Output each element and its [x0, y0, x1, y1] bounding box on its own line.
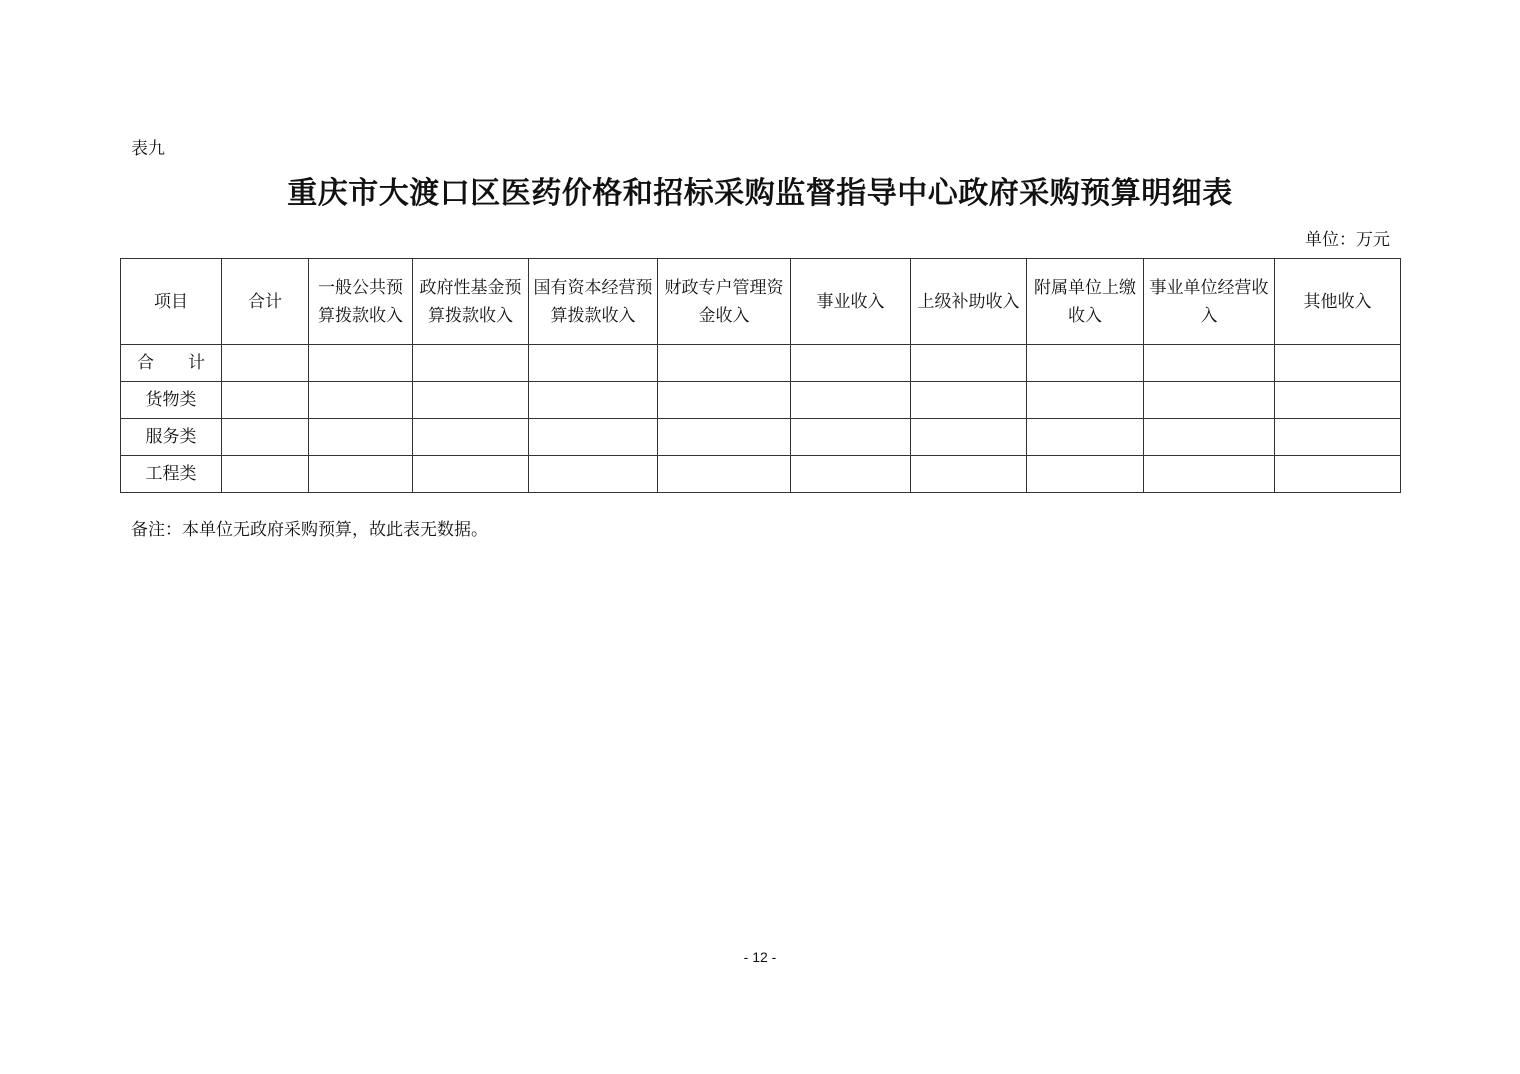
table-cell: [1275, 382, 1401, 419]
table-cell: [658, 382, 791, 419]
row-label: 货物类: [121, 382, 222, 419]
header-other-income: 其他收入: [1275, 259, 1401, 345]
table-cell: [911, 345, 1027, 382]
table-cell: [658, 456, 791, 493]
table-cell: [1027, 419, 1144, 456]
page-title: 重庆市大渡口区医药价格和招标采购监督指导中心政府采购预算明细表: [287, 176, 1233, 211]
table-cell: [222, 345, 309, 382]
table-row-services: [121, 419, 1401, 456]
header-total: 合计: [222, 259, 309, 345]
table-cell: [658, 345, 791, 382]
header-state-capital-budget: 国有资本经营预算拨款收入: [529, 259, 658, 345]
row-label: 工程类: [121, 456, 222, 493]
table-cell: [911, 456, 1027, 493]
table-cell: [911, 419, 1027, 456]
page-number: - 12 -: [743, 949, 777, 965]
table-cell: [1144, 345, 1275, 382]
table-cell: [1275, 419, 1401, 456]
table-cell: [791, 419, 911, 456]
table-cell: [309, 345, 413, 382]
header-business-income: 事业收入: [791, 259, 911, 345]
table-row-total: [121, 345, 1401, 382]
header-item: 项目: [121, 259, 222, 345]
table-cell: [309, 456, 413, 493]
table-cell: [413, 419, 529, 456]
table-cell: [222, 419, 309, 456]
row-label: 服务类: [121, 419, 222, 456]
row-label: 合 计: [121, 345, 222, 382]
table-cell: [1027, 456, 1144, 493]
header-general-public-budget: 一般公共预算拨款收入: [309, 259, 413, 345]
table-cell: [1027, 382, 1144, 419]
table-cell: [1275, 345, 1401, 382]
remark-note: 备注：本单位无政府采购预算，故此表无数据。: [131, 520, 488, 540]
table-number: 表九: [131, 139, 165, 159]
table-cell: [1144, 382, 1275, 419]
header-government-fund-budget: 政府性基金预算拨款收入: [413, 259, 529, 345]
table-cell: [529, 456, 658, 493]
header-institution-operating-income: 事业单位经营收入: [1144, 259, 1275, 345]
table-row-engineering: [121, 456, 1401, 493]
table-cell: [529, 419, 658, 456]
table-cell: [1144, 456, 1275, 493]
table-cell: [658, 419, 791, 456]
table-cell: [791, 456, 911, 493]
table-cell: [911, 382, 1027, 419]
unit-label: 单位：万元: [1305, 230, 1390, 250]
table-cell: [309, 419, 413, 456]
procurement-budget-table: [120, 258, 1401, 493]
table-cell: [529, 382, 658, 419]
table-cell: [1144, 419, 1275, 456]
table-cell: [529, 345, 658, 382]
table-cell: [791, 382, 911, 419]
table-header-row: [121, 259, 1401, 345]
table-cell: [413, 345, 529, 382]
table-cell: [791, 345, 911, 382]
table-cell: [309, 382, 413, 419]
table-cell: [222, 382, 309, 419]
table-row-goods: [121, 382, 1401, 419]
table-cell: [1027, 345, 1144, 382]
table-cell: [413, 382, 529, 419]
table-cell: [1275, 456, 1401, 493]
table-cell: [413, 456, 529, 493]
table-cell: [222, 456, 309, 493]
header-superior-subsidy: 上级补助收入: [911, 259, 1027, 345]
header-fiscal-special-account: 财政专户管理资金收入: [658, 259, 791, 345]
header-affiliated-unit-payment: 附属单位上缴收入: [1027, 259, 1144, 345]
